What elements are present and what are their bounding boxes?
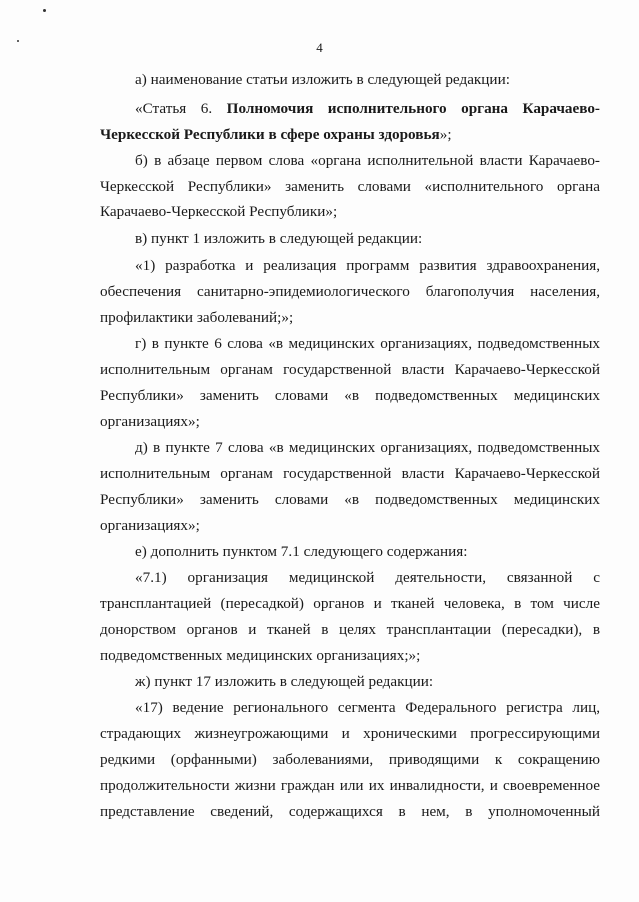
text-line: обеспечения санитарно-эпидемиологического благополучия населения, <box>100 283 600 300</box>
text-line: «1) разработка и реализация программ развития здравоохранения, <box>135 257 600 274</box>
text-line: «17) ведение регионального сегмента Федерального регистра лиц, <box>135 699 600 716</box>
text-line: подведомственных медицинских организациях;»; <box>100 647 421 664</box>
text-line: д) в пункте 7 слова «в медицинских организациях, подведомственных <box>135 439 600 456</box>
text-line: трансплантацией (пересадкой) органов и тканей человека, в том числе <box>100 595 600 612</box>
text-line: б) в абзаце первом слова «органа исполнительной власти Карачаево- <box>135 152 600 169</box>
text-line: Республики» заменить словами «в подведомственных медицинских <box>100 491 600 508</box>
text-line: страдающих жизнеугрожающими и хроническими прогрессирующими <box>100 725 600 742</box>
text-line: е) дополнить пунктом 7.1 следующего содержания: <box>135 543 468 560</box>
text-line: ж) пункт 17 изложить в следующей редакции: <box>135 673 434 690</box>
text-line: г) в пункте 6 слова «в медицинских организациях, подведомственных <box>135 335 600 352</box>
text-line: продолжительности жизни граждан или их инвалидности, и своевременное <box>100 777 600 794</box>
text-line: в) пункт 1 изложить в следующей редакции: <box>135 230 423 247</box>
text-line: Черкесской Республики» заменить словами «исполнительного органа <box>100 178 600 195</box>
text-line: донорством органов и тканей в целях трансплантации (пересадки), в <box>100 621 600 638</box>
text-line: редкими (орфанными) заболеваниями, приводящими к сокращению <box>100 751 600 768</box>
text-line: Республики» заменить словами «в подведомственных медицинских <box>100 387 600 404</box>
text-line: представление сведений, содержащихся в нем, в уполномоченный <box>100 803 600 820</box>
article-heading-line: Черкесской Республики в сфере охраны здоровья»; <box>100 126 452 143</box>
text-line: Карачаево-Черкесской Республики»; <box>100 203 338 220</box>
article-heading-line: «Статья 6. Полномочия исполнительного органа Карачаево- <box>135 100 600 117</box>
text-line: организациях»; <box>100 517 200 534</box>
page-number: 4 <box>316 40 323 55</box>
text-line: исполнительным органам государственной власти Карачаево-Черкесской <box>100 465 600 482</box>
text-line: профилактики заболеваний;»; <box>100 309 294 326</box>
text-line: «7.1) организация медицинской деятельности, связанной с <box>135 569 600 586</box>
scan-speck <box>43 9 46 12</box>
text-line: исполнительным органам государственной власти Карачаево-Черкесской <box>100 361 600 378</box>
text-line: организациях»; <box>100 413 200 430</box>
text-line: а) наименование статьи изложить в следующей редакции: <box>135 71 510 88</box>
